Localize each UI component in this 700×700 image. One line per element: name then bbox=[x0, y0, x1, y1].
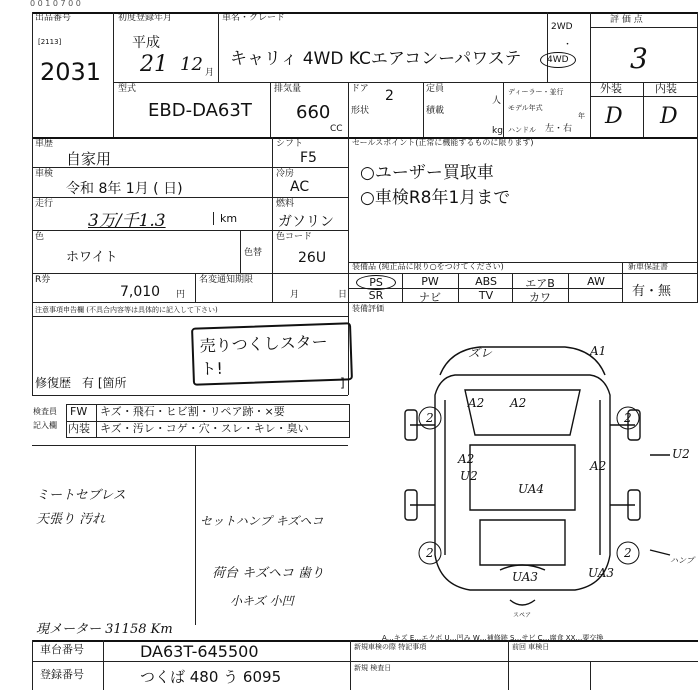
dealer-label: ディーラー・並行 bbox=[508, 88, 564, 96]
tax-month: 月 bbox=[290, 290, 300, 300]
notice-label: 注意事項申告欄 (不具合内容等は具体的に記入して下さい) bbox=[35, 306, 218, 314]
interior-grade: D bbox=[660, 104, 678, 129]
footer-box2: 前回 車検日 bbox=[512, 643, 550, 651]
model-year-unit: 年 bbox=[578, 112, 585, 120]
tax-day: 日 bbox=[338, 290, 348, 300]
model-value: EBD-DA63T bbox=[148, 100, 252, 121]
note-5: 小キズ 小凹 bbox=[230, 594, 294, 608]
stamp: 売りつくしスタート! bbox=[191, 322, 353, 386]
mark-ua3-bed: UA3 bbox=[512, 570, 539, 584]
mark-a2-right: A2 bbox=[590, 459, 607, 473]
note-1: ミートセブレス bbox=[36, 488, 126, 503]
door-value: 2 bbox=[385, 88, 394, 104]
note-3: セットハンプ キズヘコ bbox=[200, 514, 324, 528]
mileage-label: 走行 bbox=[35, 199, 54, 209]
mark-a2-left: A2 bbox=[458, 452, 475, 466]
lot-label: 出品番号 bbox=[35, 13, 72, 23]
drive-dot: ・ bbox=[563, 40, 573, 50]
diagram-bed bbox=[480, 520, 565, 565]
equipment-item: エアB bbox=[525, 277, 555, 290]
plate-label: 登録番号 bbox=[40, 668, 84, 681]
mark-a2-top: A2 bbox=[468, 396, 485, 410]
reg-year: 21 bbox=[140, 52, 168, 77]
recycle-label: R券 bbox=[35, 275, 51, 285]
mark-ua4: UA4 bbox=[518, 482, 545, 496]
lot-sub: [2113] bbox=[38, 38, 62, 46]
footer-box3: 新規 検査日 bbox=[354, 664, 392, 672]
mark-ua3-right: UA3 bbox=[588, 566, 615, 580]
fuel-value: ガソリン bbox=[278, 214, 334, 230]
history-label: 車歴 bbox=[35, 139, 54, 149]
capacity-label: 定員 bbox=[426, 84, 445, 94]
mark-u2-right: U2 bbox=[672, 447, 690, 461]
sales-line1: ○ユーザー買取車 bbox=[360, 163, 494, 183]
note-4: 荷台 キズヘコ 歯り bbox=[212, 566, 325, 581]
score-value: 3 bbox=[630, 42, 648, 75]
equipment-item: PS bbox=[356, 275, 396, 290]
sales-line2: ○車検R8年1月まで bbox=[360, 188, 511, 208]
mark-bump: ハンプ bbox=[670, 556, 694, 565]
equipment-item: PW bbox=[421, 275, 439, 288]
yen-unit: 円 bbox=[176, 290, 186, 300]
color-code-value: 26U bbox=[298, 250, 327, 266]
footer-box1: 新規車検の際 特記事項 bbox=[354, 643, 427, 651]
mileage-value: 3万/千1.3 bbox=[88, 211, 166, 231]
diagram-cabin bbox=[470, 445, 575, 510]
inspection-value: 令和 8年 1月 ( 日) bbox=[66, 181, 183, 197]
mark-2-fl: 2 bbox=[426, 411, 434, 425]
aircon-value: AC bbox=[290, 179, 310, 195]
tax-label: 名変通知期限 bbox=[199, 275, 254, 285]
interior-label: 内装 bbox=[655, 82, 677, 95]
check-row2: キズ・汚レ・コゲ・穴・スレ・キレ・臭い bbox=[100, 422, 309, 435]
equipment-item: カワ bbox=[529, 291, 551, 304]
repair-label: 修復歴 bbox=[35, 376, 72, 390]
lot-number: 2031 bbox=[40, 58, 102, 86]
color-value: ホワイト bbox=[66, 250, 118, 265]
new-car-label: 新車保証書 bbox=[628, 262, 668, 271]
equipment-label: 装備品 (純正品に限り○をつけてください) bbox=[352, 262, 504, 271]
drive-4wd: 4WD bbox=[540, 52, 576, 68]
car-damage-diagram bbox=[350, 315, 698, 625]
history-value: 自家用 bbox=[66, 150, 112, 168]
aircon-label: 冷房 bbox=[276, 169, 295, 179]
new-car-value: 有・無 bbox=[632, 284, 672, 299]
load-unit: kg bbox=[492, 126, 503, 136]
chassis-value: DA63T-645500 bbox=[140, 642, 259, 661]
exterior-label: 外装 bbox=[600, 82, 622, 95]
color-swap-label: 色替 bbox=[244, 248, 263, 258]
load-label: 積載 bbox=[426, 106, 445, 116]
name-label: 車名・グレード bbox=[222, 13, 286, 23]
mark-a1: A1 bbox=[590, 344, 607, 358]
check-label2: 記入欄 bbox=[33, 421, 57, 430]
check-label1: 検査員 bbox=[33, 407, 57, 416]
sales-label: セールスポイント(正常に機能するものに限ります) bbox=[352, 138, 534, 147]
handle-value: 左・右 bbox=[545, 124, 573, 134]
color-code-label: 色コード bbox=[276, 232, 313, 242]
handle-label: ハンドル bbox=[508, 126, 536, 134]
repair-value: 有 [箇所 bbox=[82, 376, 127, 390]
score-label: 評 価 点 bbox=[610, 15, 643, 25]
check-row1-tag: FW bbox=[70, 405, 88, 418]
mark-2-rl: 2 bbox=[426, 546, 434, 560]
displacement-value: 660 bbox=[296, 102, 331, 123]
exterior-grade: D bbox=[605, 104, 623, 129]
color-label: 色 bbox=[35, 232, 45, 242]
month-suffix: 月 bbox=[205, 68, 215, 78]
door-label: ドア bbox=[351, 84, 369, 94]
drive-2wd: 2WD bbox=[551, 22, 573, 32]
model-year-label: モデル年式 bbox=[508, 104, 543, 112]
reg-label: 初度登録年月 bbox=[118, 13, 173, 23]
shift-label: シフト bbox=[276, 139, 304, 149]
note-6: 現メーター 31158 Km bbox=[36, 622, 173, 637]
diagram-front-outline bbox=[440, 347, 605, 375]
mark-spare: スペア bbox=[513, 612, 532, 619]
recycle-amount: 7,010 bbox=[120, 284, 161, 300]
top-serial: 0 0 1 0 7 0 0 bbox=[30, 0, 81, 8]
equipment-item: ナビ bbox=[419, 291, 441, 304]
equipment-item: ABS bbox=[475, 275, 497, 288]
mark-2-rr: 2 bbox=[624, 546, 632, 560]
equipment-item: TV bbox=[478, 289, 494, 302]
chassis-label: 車台番号 bbox=[40, 643, 84, 656]
fuel-label: 燃料 bbox=[276, 199, 295, 209]
equipment-item: SR bbox=[368, 289, 384, 302]
plate-value: つくば 480 う 6095 bbox=[140, 668, 282, 686]
mark-a2-hood: A2 bbox=[510, 396, 527, 410]
reg-month: 12 bbox=[180, 54, 203, 75]
mark-u2-left: U2 bbox=[460, 469, 478, 483]
check-row1: キズ・飛石・ヒビ割・リペア跡・×要 bbox=[100, 405, 285, 418]
equipment-item: AW bbox=[587, 275, 605, 288]
diagram-label: 装備評価 bbox=[352, 304, 384, 313]
check-row2-tag: 内装 bbox=[68, 422, 90, 435]
km-unit: km bbox=[213, 212, 237, 225]
model-label: 型式 bbox=[118, 84, 137, 94]
era: 平成 bbox=[132, 35, 160, 51]
diagram-legend: A…キズ E…エクボ U…凹み W…補修跡 S…サビ C…腐食 XX…要交換 bbox=[382, 634, 604, 642]
repair-close: ] bbox=[340, 376, 345, 390]
note-2: 天張り 汚れ bbox=[36, 512, 106, 527]
mark-2-fr: 2 bbox=[624, 411, 632, 425]
inspection-label: 車検 bbox=[35, 169, 54, 179]
vehicle-name: キャリィ 4WD KCエアコンーパワステ bbox=[230, 49, 522, 69]
mark-zure: ズレ bbox=[468, 346, 493, 360]
displacement-label: 排気量 bbox=[274, 84, 302, 94]
shift-value: F5 bbox=[300, 150, 317, 166]
cc-unit: CC bbox=[330, 124, 343, 134]
shape-label: 形状 bbox=[351, 106, 370, 116]
capacity-unit: 人 bbox=[492, 96, 502, 106]
